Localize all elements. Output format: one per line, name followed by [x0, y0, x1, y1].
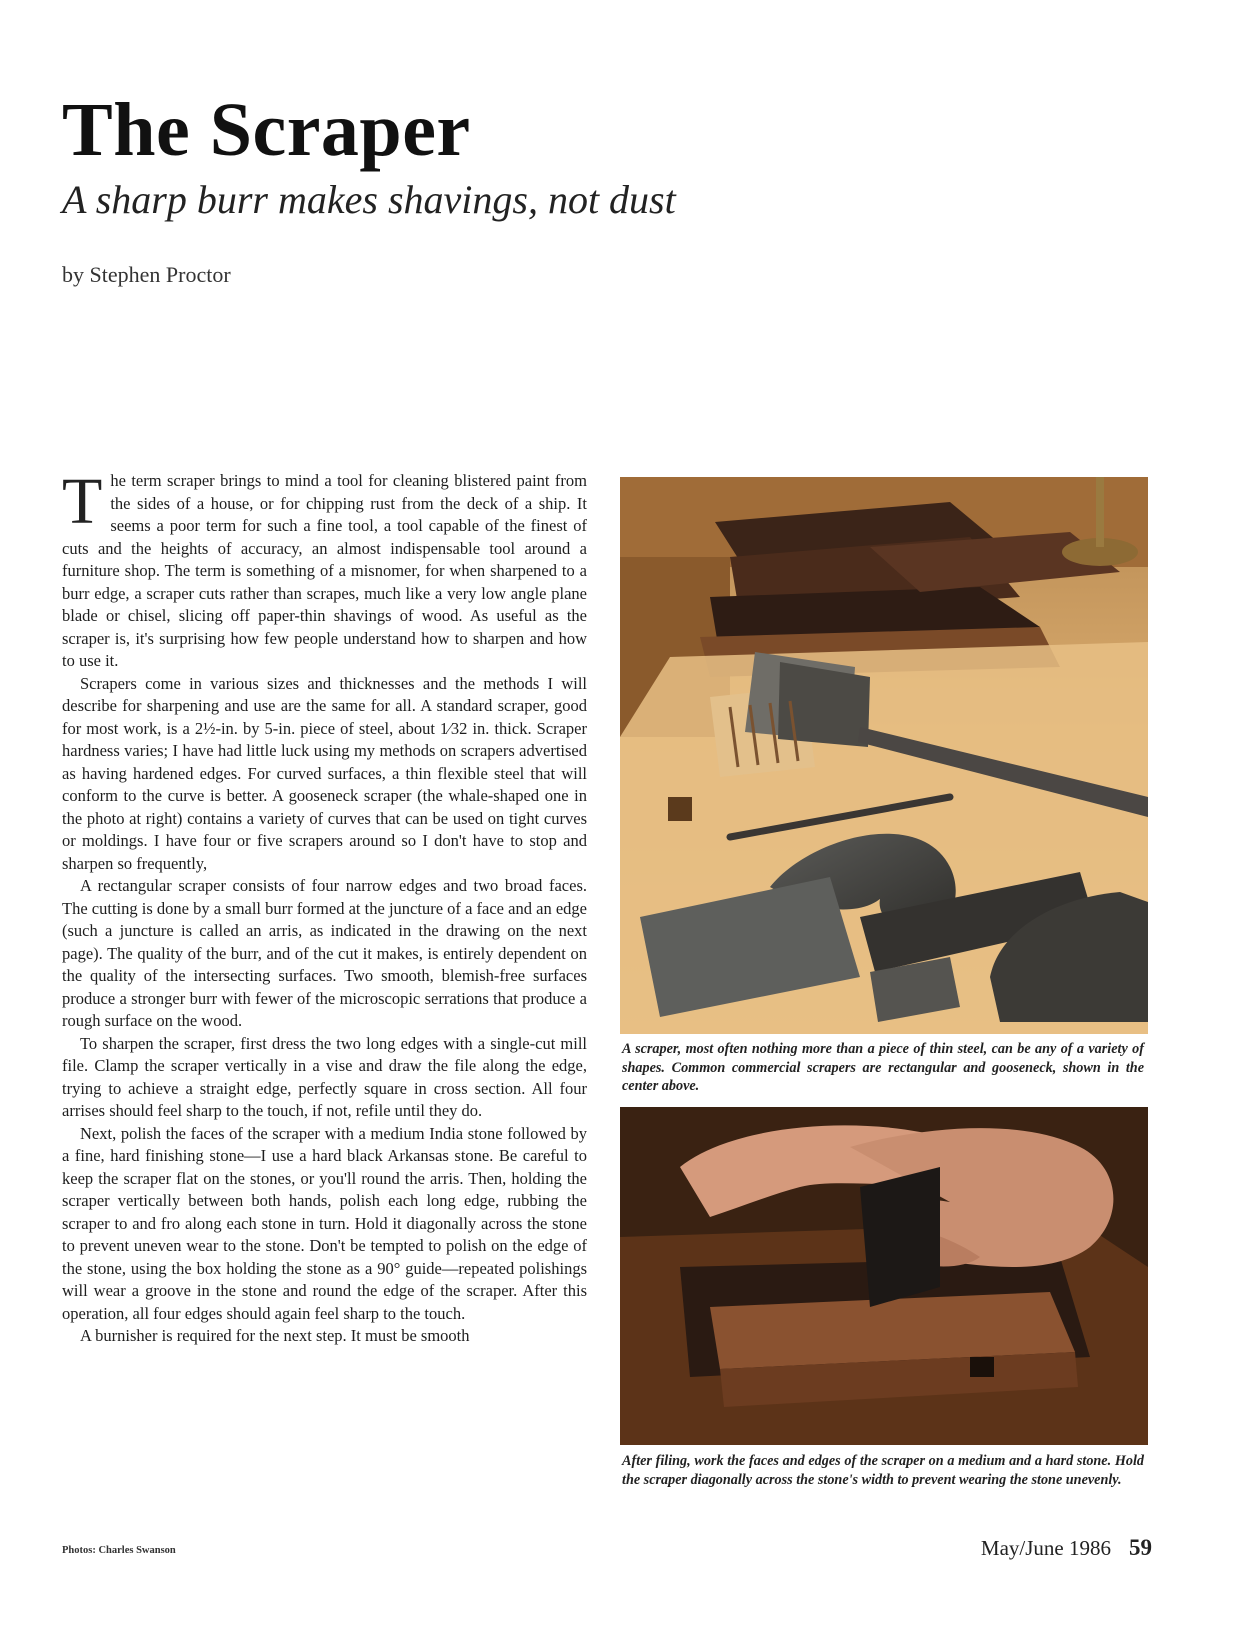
body-paragraph: To sharpen the scraper, first dress the two long edges with a single-cut mill file. Clamp the scraper vertically in a vise and draw the file along the edge, trying to achieve a straight edge, perfectly square in cross section. All four arrises should feel sharp to the touch, if not, refile until they do.	[62, 1033, 587, 1120]
body-paragraph	[62, 465, 587, 673]
body-paragraph: A rectangular scraper consists of four narrow edges and two broad faces. The cutting is done by a small burr formed at the juncture of a face and an edge (such a juncture is called an arris, as indicated in the drawing on the next page). The quality of the burr, and of the cut it makes, is entirely dependent on the quality of the intersecting surfaces. Two smooth, blemish-free surfaces produce a stronger burr with fewer of the microscopic serrations that produce a rough surface on the wood.	[62, 876, 587, 1030]
sharpening-illustration	[620, 1107, 1148, 1445]
paragraph-text: he term scraper brings to mind a tool for cleaning blistered paint from the sides of a house, or for chipping rust from the deck of a ship. It seems a poor term for such a fine tool, a tool capable of the finest of cuts and the heights of accuracy, an almost indispensable tool around a furniture shop. The term is something of a misnomer, for when sharpened to a burr edge, a scraper cuts rather than scrapes, much like a very low angle plane blade or chisel, slicing off paper-thin shavings of wood. As useful as the scraper is, it's surprising how few people understand how to sharpen and how to use it.	[62, 471, 587, 670]
page-number: 59	[1129, 1535, 1152, 1560]
scrapers-illustration	[620, 477, 1148, 1034]
byline: by Stephen Proctor	[62, 262, 231, 287]
page-folio	[981, 1535, 1152, 1561]
article-subtitle: A sharp burr makes shavings, not dust	[62, 177, 676, 222]
figure-caption-1: A scraper, most often nothing more than a piece of thin steel, can be any of a variety of shapes. Common commercial scrapers are rectangular and gooseneck, shown in the center above.	[622, 1041, 1144, 1094]
sharpening-photo	[620, 1107, 1148, 1445]
issue-date: May/June 1986	[980, 1536, 1111, 1560]
body-paragraph: A burnisher is required for the next step. It must be smooth	[80, 1326, 470, 1345]
article-title: The Scraper	[62, 88, 471, 172]
body-paragraph: Next, polish the faces of the scraper with a medium India stone followed by a fine, hard finishing stone—I use a hard black Arkansas stone. Be careful to keep the scraper flat on the stones, or you'll round the arris. Then, holding the scraper vertically between both hands, polish each long edge, rubbing the scraper to and fro along each stone in turn. Hold it diagonally across the stone to prevent uneven wear to the stone. Don't be tempted to polish on the edge of the stone, using the box holding the stone as a 90° guide—repeated polishings will wear a groove in the stone and round the edge of the scraper. After this operation, all four edges should again feel sharp to the touch.	[62, 1123, 587, 1323]
drop-cap: T	[62, 465, 103, 538]
body-text-column	[62, 465, 587, 1348]
scrapers-photo	[620, 477, 1148, 1034]
figure-caption-2: After filing, work the faces and edges of the scraper on a medium and a hard stone. Hold the scraper diagonally across the stone's width to prevent wearing the stone unevenly.	[622, 1453, 1144, 1488]
body-paragraph: Scrapers come in various sizes and thicknesses and the methods I will describe for sharpening and use are the same for all. A standard scraper, good for most work, is a 2½-in. by 5-in. piece of steel, about 1⁄32 in. thick. Scraper hardness varies; I have had little luck using my methods on scrapers advertised as having hardened edges. For curved surfaces, a thin flexible steel that will conform to the curve is better. A gooseneck scraper (the whale-shaped one in the photo at right) contains a variety of curves that can be used on tight curves or moldings. I have four or five scrapers around so I don't have to stop and sharpen so frequently,	[62, 673, 587, 873]
photo-credit: Photos: Charles Swanson	[62, 1545, 176, 1556]
